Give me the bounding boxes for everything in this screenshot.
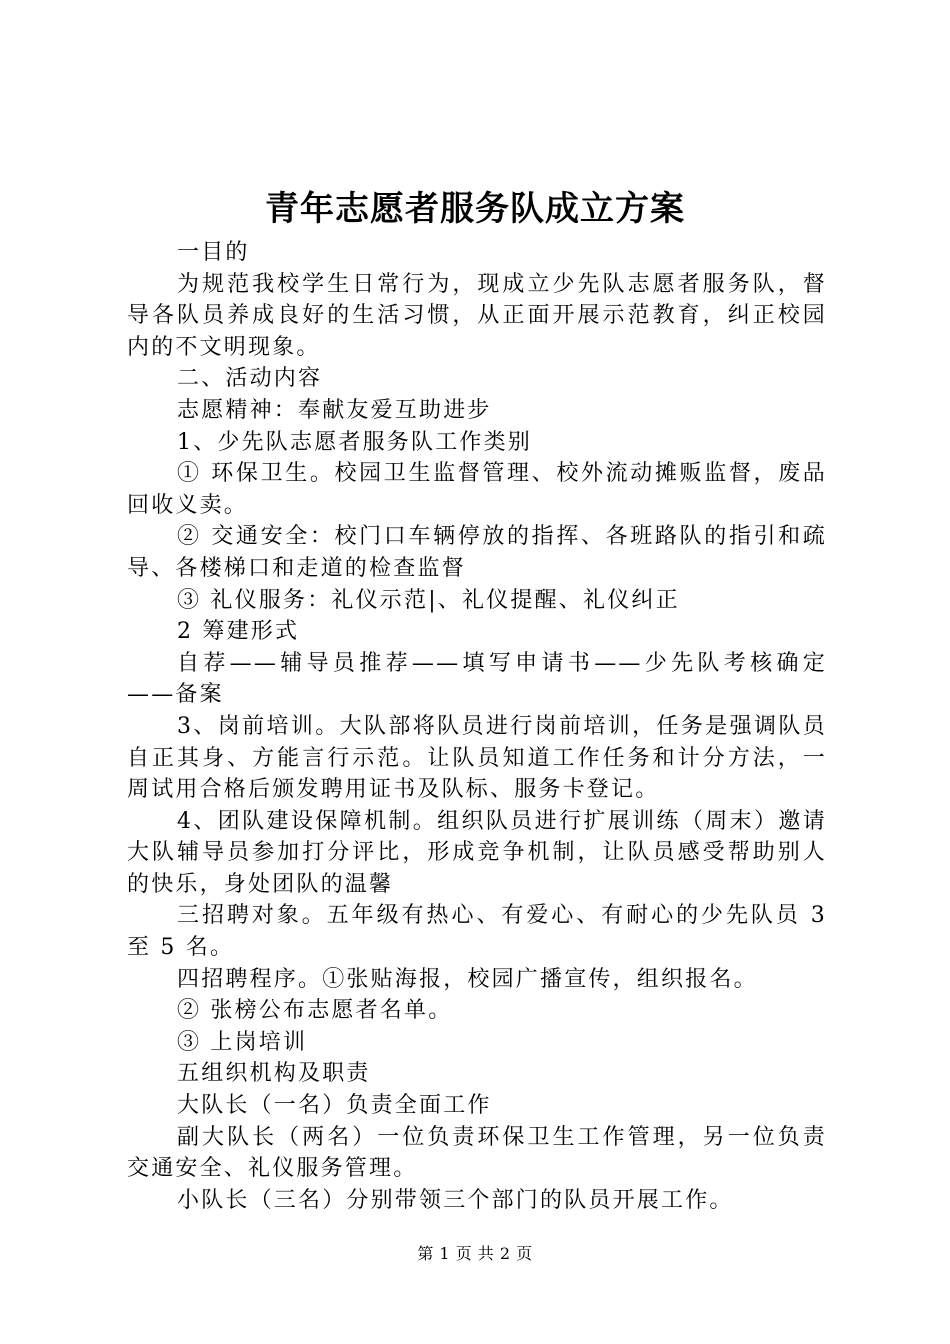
paragraph-team-building: 4、团队建设保障机制。组织队员进行扩展训练（周末）邀请大队辅导员参加打分评比，形成竞争机制，让队员感受帮助别人的快乐，身处团队的温馨 <box>127 808 827 897</box>
paragraph-squad-leaders: 小队长（三名）分别带领三个部门的队员开展工作。 <box>177 1187 734 1213</box>
paragraph-volunteer-spirit: 志愿精神：奉献友爱互助进步 <box>177 397 492 423</box>
paragraph-captain: 大队长（一名）负责全面工作 <box>177 1093 492 1119</box>
paragraph-publish-list: ② 张榜公布志愿者名单。 <box>177 998 453 1024</box>
paragraph-recruit-targets: 三招聘对象。五年级有热心、有爱心、有耐心的少先队员 3 至 5 名。 <box>127 903 827 961</box>
paragraph-training: 3、岗前培训。大队部将队员进行岗前培训，任务是强调队员自正其身、方能言行示范。让队员知道工作任务和计分方法，一周试用合格后颁发聘用证书及队标、服务卡登记。 <box>127 713 827 803</box>
paragraph-category-traffic: ② 交通安全：校门口车辆停放的指挥、各班路队的指引和疏导、各楼梯口和走道的检查监督 <box>127 524 827 581</box>
paragraph-work-categories: 1、少先队志愿者服务队工作类别 <box>177 429 532 455</box>
paragraph-onboarding: ③ 上岗培训 <box>177 1029 308 1055</box>
paragraph-recruit-procedure: 四招聘程序。①张贴海报，校园广播宣传，组织报名。 <box>177 966 758 992</box>
document-body <box>127 237 827 1216</box>
paragraph-formation-steps: 自荐——辅导员推荐——填写申请书——少先队考核确定——备案 <box>127 650 827 708</box>
paragraph-category-environment: ① 环保卫生。校园卫生监督管理、校外流动摊贩监督，废品回收义卖。 <box>127 461 827 518</box>
page-footer: 第 1 页 共 2 页 <box>417 1244 533 1263</box>
paragraph-organization-heading: 五组织机构及职责 <box>177 1061 371 1087</box>
paragraph-category-etiquette: ③ 礼仪服务：礼仪示范|、礼仪提醒、礼仪纠正 <box>177 587 680 613</box>
paragraph-vice-captains: 副大队长（两名）一位负责环保卫生工作管理，另一位负责交通安全、礼仪服务管理。 <box>127 1124 827 1182</box>
paragraph-purpose: 为规范我校学生日常行为，现成立少先队志愿者服务队，督导各队员养成良好的生活习惯，从正面开展示范教育，纠正校园内的不文明现象。 <box>127 271 827 360</box>
document-title: 青年志愿者服务队成立方案 <box>265 189 685 229</box>
paragraph-section-2-heading: 二、活动内容 <box>177 366 323 392</box>
paragraph-formation: 2 筹建形式 <box>177 619 300 645</box>
paragraph-section-1-heading: 一目的 <box>177 240 250 265</box>
